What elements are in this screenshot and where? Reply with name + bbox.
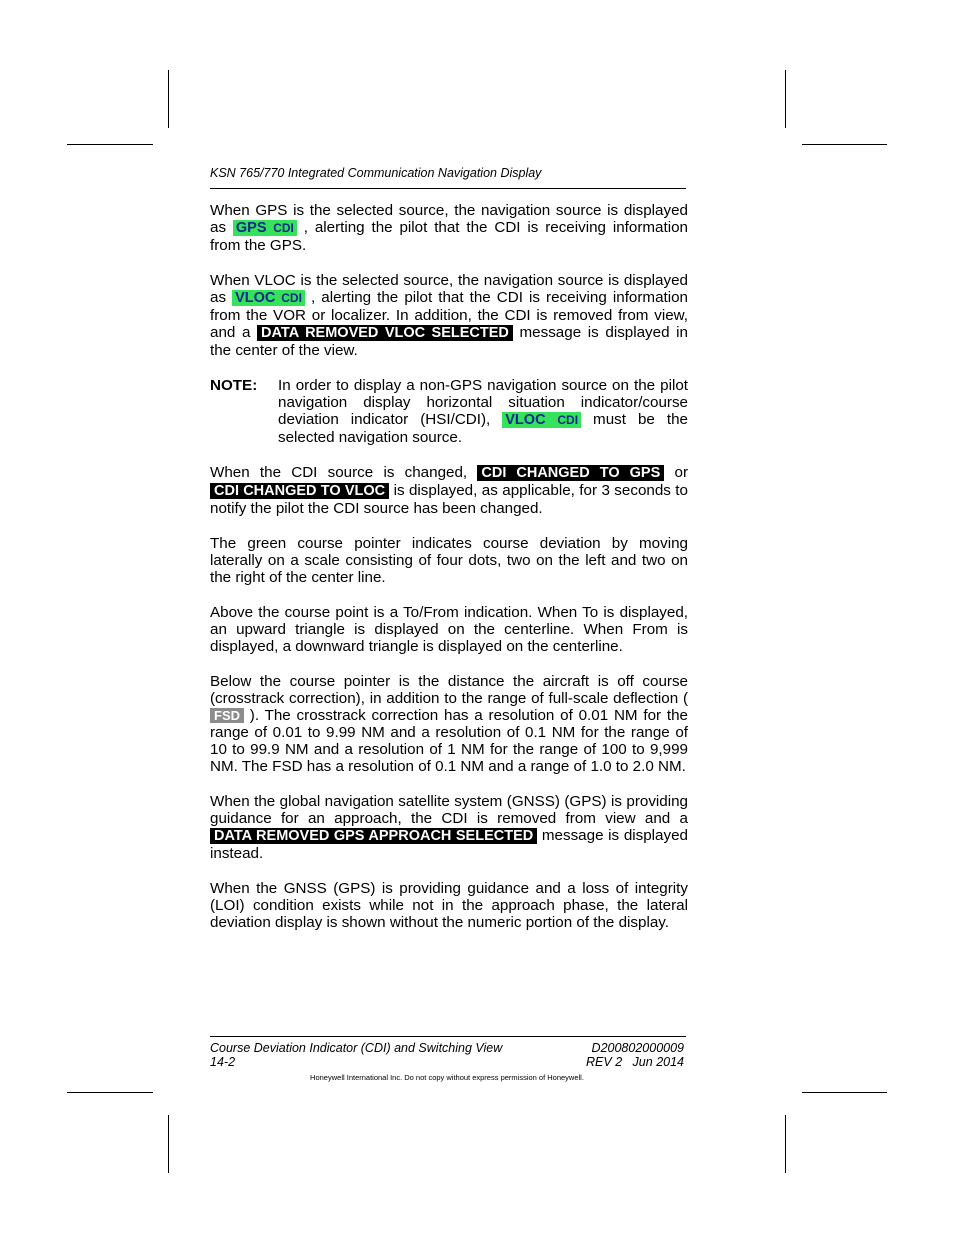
cdi-changed-to-gps-message: CDI CHANGED TO GPS bbox=[477, 465, 664, 481]
cdi-changed-to-vloc-message: CDI CHANGED TO VLOC bbox=[210, 483, 389, 499]
crop-mark bbox=[67, 144, 153, 145]
footer-left bbox=[210, 1041, 502, 1069]
paragraph-crosstrack: Below the course pointer is the distance the aircraft is off course (crosstrack correction), in addition to the range of full-scale deflection ( FSD ). The crosstrack correction has a resolution of 0.01 NM for the range of 0.01 to 9.99 NM and a resolution of 0.1 NM for the range of 10 to 99.9 NM and a resolution of 1 NM for the range of 100 to 9,999 NM. The FSD has a resolution of 0.1 NM and a range of 1.0 to 2.0 NM. bbox=[210, 673, 688, 775]
note-text: In order to display a non-GPS navigation source on the pilot navigation display horizontal situation indicator/course deviation indicator (HSI/CDI), VLOC CDI must be the selected navigation source. bbox=[278, 377, 688, 446]
footer-revision: REV 2 Jun 2014 bbox=[586, 1055, 684, 1069]
note-block bbox=[210, 377, 688, 446]
paragraph-loi: When the GNSS (GPS) is providing guidance and a loss of integrity (LOI) condition exists while not in the approach phase, the lateral deviation display is shown without the numeric portion of the display. bbox=[210, 880, 688, 931]
paragraph-gps-source: When GPS is the selected source, the navigation source is displayed as GPS CDI , alerting the pilot that the CDI is receiving information from the GPS. bbox=[210, 202, 688, 254]
fsd-annunciator: FSD bbox=[210, 708, 244, 723]
gps-cdi-annunciator: GPS CDI bbox=[233, 220, 297, 236]
copyright-notice: Honeywell International Inc. Do not copy without express permission of Honeywell. bbox=[310, 1073, 584, 1082]
vloc-cdi-annunciator: VLOC CDI bbox=[232, 290, 305, 306]
data-removed-gps-approach-message: DATA REMOVED GPS APPROACH SELECTED bbox=[210, 828, 537, 844]
vloc-cdi-annunciator: VLOC CDI bbox=[502, 412, 581, 428]
crop-mark bbox=[802, 144, 887, 145]
footer-doc-number: D200802000009 bbox=[591, 1041, 684, 1055]
paragraph-course-pointer: The green course pointer indicates course deviation by moving laterally on a scale consisting of four dots, two on the left and two on the right of the center line. bbox=[210, 535, 688, 586]
header-divider bbox=[210, 188, 686, 189]
crop-mark bbox=[168, 1115, 169, 1173]
data-removed-vloc-message: DATA REMOVED VLOC SELECTED bbox=[257, 325, 513, 341]
footer-section-title: Course Deviation Indicator (CDI) and Switching View bbox=[210, 1041, 503, 1055]
note-label: NOTE: bbox=[210, 377, 258, 394]
footer-page-number: 14-2 bbox=[210, 1055, 236, 1069]
paragraph-to-from: Above the course point is a To/From indication. When To is displayed, an upward triangle is displayed on the centerline. When From is displayed, a downward triangle is displayed on the centerline. bbox=[210, 604, 688, 655]
crop-mark bbox=[67, 1092, 153, 1093]
crop-mark bbox=[802, 1092, 887, 1093]
crop-mark bbox=[785, 70, 786, 128]
footer-right bbox=[586, 1041, 684, 1069]
crop-mark bbox=[168, 70, 169, 128]
paragraph-vloc-source: When VLOC is the selected source, the navigation source is displayed as VLOC CDI , alerting the pilot that the CDI is receiving information from the VOR or localizer. In addition, the CDI is removed from view, and a DATA REMOVED VLOC SELECTED message is displayed in the center of the view. bbox=[210, 272, 689, 359]
page-body bbox=[210, 202, 688, 949]
paragraph-gps-approach: When the global navigation satellite system (GNSS) (GPS) is providing guidance for an approach, the CDI is removed from view and a DATA REMOVED GPS APPROACH SELECTED message is displayed instead. bbox=[210, 793, 688, 862]
footer-divider bbox=[210, 1036, 686, 1037]
page-header-title: KSN 765/770 Integrated Communication Navigation Display bbox=[210, 166, 542, 180]
paragraph-cdi-changed: When the CDI source is changed, CDI CHANGED TO GPS or CDI CHANGED TO VLOC is displayed, as applicable, for 3 seconds to notify the pilot the CDI source has been changed. bbox=[210, 464, 688, 517]
crop-mark bbox=[785, 1115, 786, 1173]
